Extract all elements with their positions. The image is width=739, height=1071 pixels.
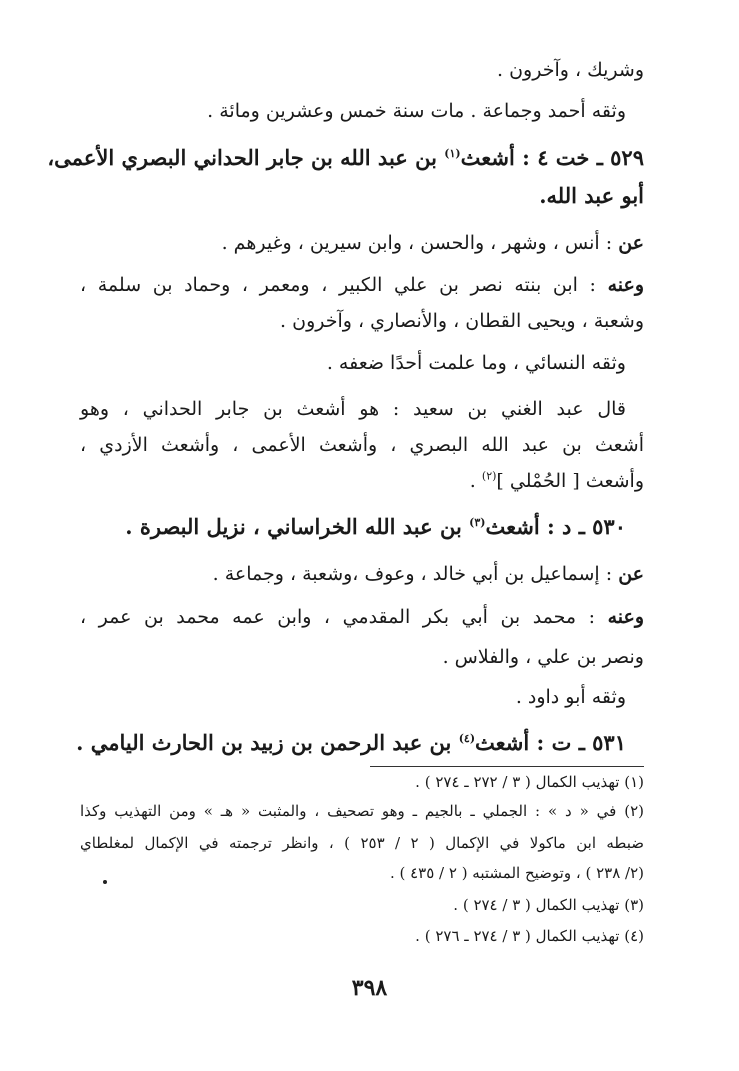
footnote-2-cont: ضبطه ابن ماكولا في الإكمال ( ٢ / ٢٥٣ ) ، وانظر ترجمته في الإكمال لمغلطاي (80, 834, 645, 852)
footnote-separator (370, 766, 644, 767)
footnote-3: (٣) تهذيب الكمال ( ٣ / ٢٧٤ ) . (453, 896, 644, 914)
footnote-2: (٢) في « د » : الجملي ـ بالجيم ـ وهو تصحيف ، والمثبت « هـ » ومن التهذيب وكذا (80, 802, 644, 820)
text-line: أشعث بن عبد الله البصري ، وأشعث الأعمى ، وأشعث الأزدي ، (80, 434, 644, 456)
text-line: وشريك ، وآخرون . (497, 59, 644, 81)
ink-speck (103, 880, 107, 884)
text-line: عن : إسماعيل بن أبي خالد ، وعوف ،وشعبة ، وجماعة . (212, 563, 644, 585)
text-line: وثقه أبو داود . (515, 686, 626, 708)
text-line: ونصر بن علي ، والفلاس . (442, 646, 644, 668)
text-line: وشعبة ، ويحيى القطان ، والأنصاري ، وآخرون . (280, 310, 644, 332)
entry-heading-530: ٥٣٠ ـ د : أشعث$^{(٣)}$ بن عبد الله الخراساني ، نزيل البصرة . (125, 514, 626, 539)
text-line: قال عبد الغني بن سعيد : هو أشعث بن جابر الحداني ، وهو (80, 398, 626, 420)
text-line: وعنه : محمد بن أبي بكر المقدمي ، وابن عمه محمد بن عمر ، (80, 606, 644, 628)
text-line: وعنه : ابن بنته نصر بن علي الكبير ، ومعمر ، وحماد بن سلمة ، (80, 274, 644, 296)
text-line: وثقه النسائي ، وما علمت أحدًا ضعفه . (326, 352, 626, 374)
text-line: وأشعث [ الحُمْلي ]$^{(٢)}$ . (469, 469, 644, 492)
entry-heading-529-cont: أبو عبد الله. (539, 183, 644, 208)
entry-heading-531: ٥٣١ ـ ت : أشعث$^{(٤)}$ بن عبد الرحمن بن زبيد بن الحارث اليامي . (76, 730, 626, 755)
text-line: وثقه أحمد وجماعة . مات سنة خمس وعشرين ومائة . (207, 100, 626, 122)
footnote-2-cont: (٢/ ٢٣٨ ) ، وتوضيح المشتبه ( ٢ / ٤٣٥ ) . (389, 864, 644, 882)
page-number: ٣٩٨ (351, 975, 388, 1001)
footnote-1: (١) تهذيب الكمال ( ٣ / ٢٧٢ ـ ٢٧٤ ) . (415, 773, 644, 791)
entry-heading-529: ٥٢٩ ـ خت ٤ : أشعث$^{(١)}$ بن عبد الله بن جابر الحداني البصري الأعمى، (47, 145, 644, 170)
footnote-4: (٤) تهذيب الكمال ( ٣ / ٢٧٤ ـ ٢٧٦ ) . (415, 927, 644, 945)
text-line: عن : أنس ، وشهر ، والحسن ، وابن سيرين ، وغيرهم . (221, 232, 644, 254)
